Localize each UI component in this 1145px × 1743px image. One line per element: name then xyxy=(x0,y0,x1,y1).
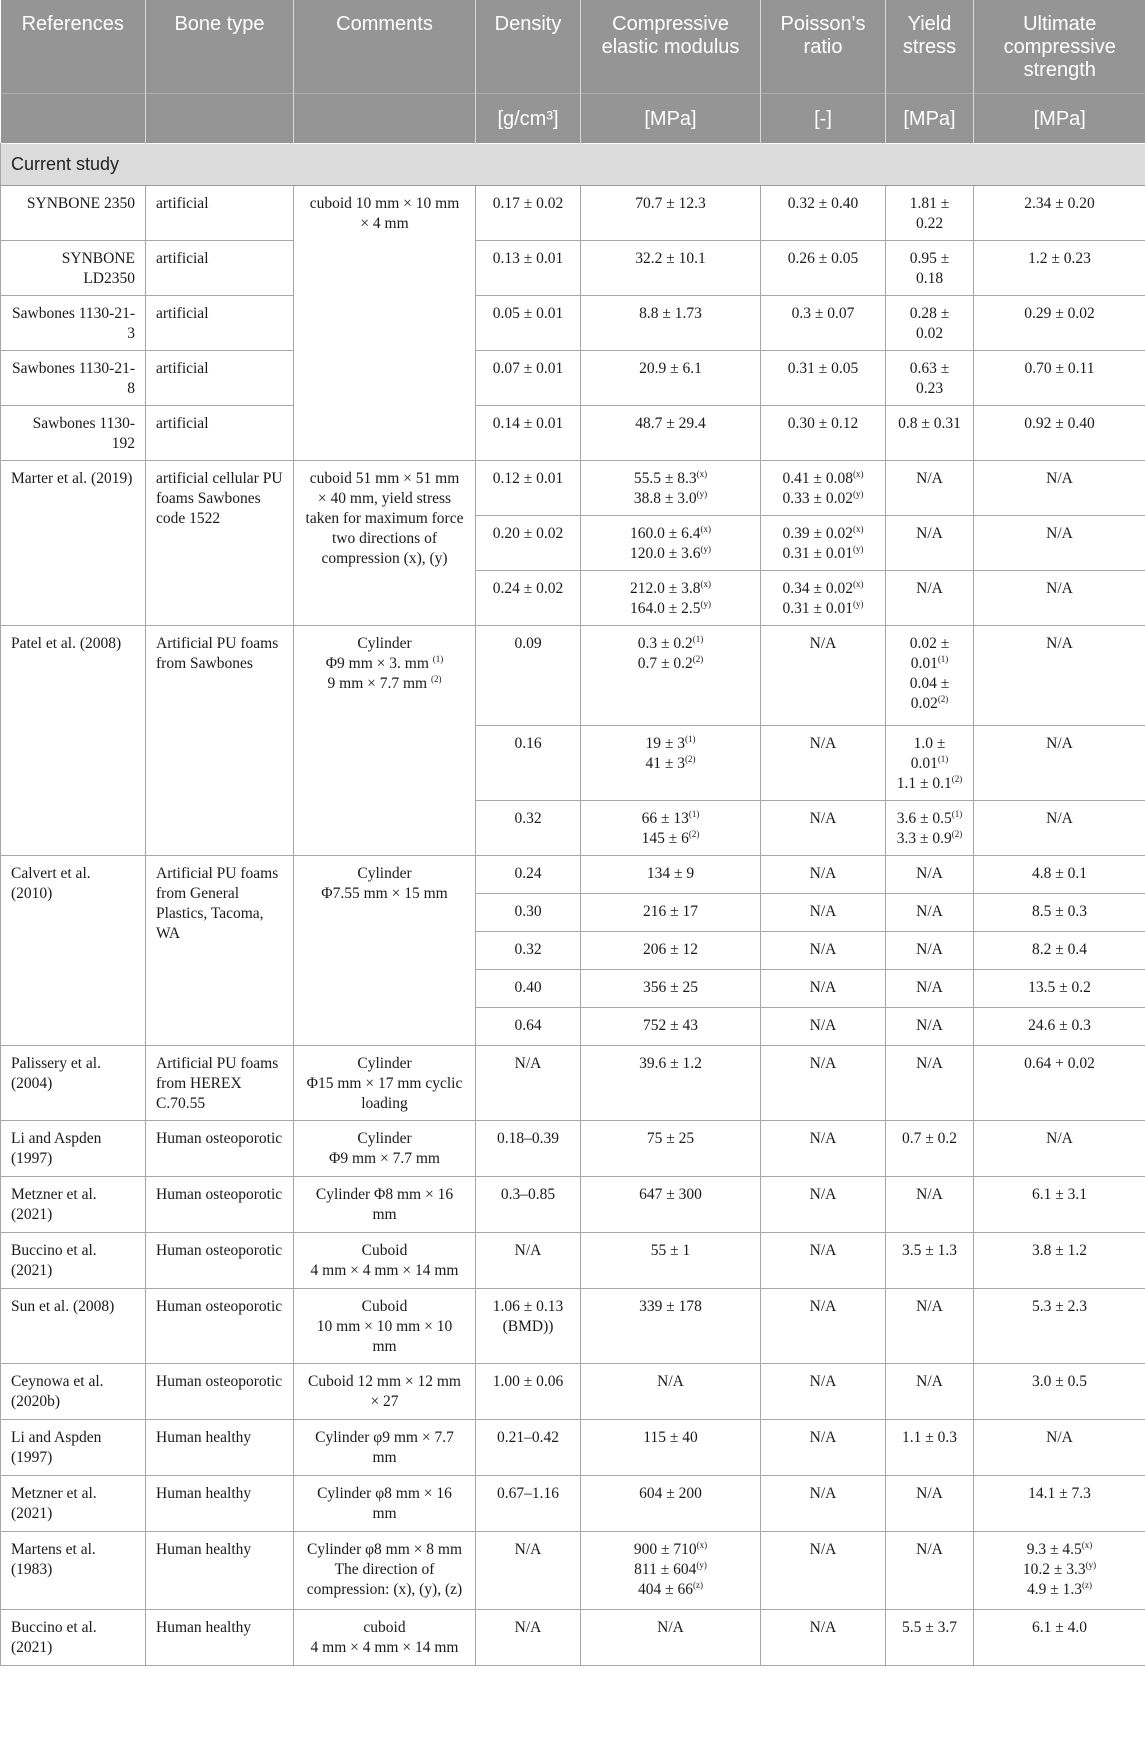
table-row xyxy=(1,241,1145,296)
cell-ucs: 0.29 ± 0.02 xyxy=(974,296,1145,351)
cell-bone: Human osteoporotic xyxy=(146,1289,294,1364)
cell-poisson: N/A xyxy=(761,1476,886,1532)
cell-bone: Human osteoporotic xyxy=(146,1121,294,1177)
cell-ucs: 5.3 ± 2.3 xyxy=(974,1289,1145,1364)
cell-density: 0.05 ± 0.01 xyxy=(476,296,581,351)
table-row xyxy=(1,186,1145,241)
cell-modulus: $160.0 \pm 6.4^{(x)}$ $120.0 \pm 3.6^{(y)}$ xyxy=(581,516,761,571)
cell-ucs: N/A xyxy=(974,1121,1145,1177)
cell-poisson: 0.32 ± 0.40 xyxy=(761,186,886,241)
cell-poisson: N/A xyxy=(761,970,886,1008)
table-row xyxy=(1,461,1145,516)
section-label: Current study xyxy=(1,144,1145,186)
unit-ucs: [MPa] xyxy=(974,94,1145,144)
cell-modulus: 356 ± 25 xyxy=(581,970,761,1008)
cell-ref: Ceynowa et al. (2020b) xyxy=(1,1364,146,1420)
cell-ref: SYNBONE LD2350 xyxy=(1,241,146,296)
table-row xyxy=(1,296,1145,351)
header-comments: Comments xyxy=(294,0,476,94)
cell-ref: Marter et al. (2019) xyxy=(1,461,146,626)
cell-poisson: N/A xyxy=(761,1420,886,1476)
table-row xyxy=(1,1532,1145,1610)
cell-bone: Human healthy xyxy=(146,1476,294,1532)
cell-poisson: N/A xyxy=(761,1532,886,1610)
table-row xyxy=(1,626,1145,726)
cell-ucs: 2.34 ± 0.20 xyxy=(974,186,1145,241)
unit-poisson: [-] xyxy=(761,94,886,144)
cell-density: 0.24 ± 0.02 xyxy=(476,571,581,626)
cell-yield: N/A xyxy=(886,970,974,1008)
cell-bone: artificial xyxy=(146,186,294,241)
cell-ucs: 8.5 ± 0.3 xyxy=(974,894,1145,932)
cell-bone: Human osteoporotic xyxy=(146,1364,294,1420)
cell-ref: Metzner et al. (2021) xyxy=(1,1476,146,1532)
cell-density: 0.17 ± 0.02 xyxy=(476,186,581,241)
cell-modulus: 206 ± 12 xyxy=(581,932,761,970)
cell-ucs: 24.6 ± 0.3 xyxy=(974,1008,1145,1046)
cell-density: 0.14 ± 0.01 xyxy=(476,406,581,461)
cell-ucs: $9.3 \pm 4.5^{(x)}$ $10.2 \pm 3.3^{(y)}$ $4.9 \pm 1.3^{(z)}$ xyxy=(974,1532,1145,1610)
cell-yield: 0.8 ± 0.31 xyxy=(886,406,974,461)
cell-yield: 0.28 ± 0.02 xyxy=(886,296,974,351)
table-row xyxy=(1,1610,1145,1666)
cell-ucs: N/A xyxy=(974,571,1145,626)
cell-comments: Cuboid 12 mm × 12 mm × 27 xyxy=(294,1364,476,1420)
cell-density: 0.16 xyxy=(476,726,581,801)
cell-ucs: N/A xyxy=(974,726,1145,801)
cell-yield: 0.63 ± 0.23 xyxy=(886,351,974,406)
table-row xyxy=(1,856,1145,894)
cell-ucs: 0.64 + 0.02 xyxy=(974,1046,1145,1121)
cell-ref: Buccino et al. (2021) xyxy=(1,1610,146,1666)
unit-yield: [MPa] xyxy=(886,94,974,144)
cell-density: 1.00 ± 0.06 xyxy=(476,1364,581,1420)
cell-comments: Cylinder Φ9 mm × 7.7 mm xyxy=(294,1121,476,1177)
cell-ucs: 13.5 ± 0.2 xyxy=(974,970,1145,1008)
cell-density: 0.09 xyxy=(476,626,581,726)
unit-bone-type xyxy=(146,94,294,144)
cell-modulus: N/A xyxy=(581,1610,761,1666)
cell-modulus: $66 \pm 13^{(1)}$ $145 \pm 6^{(2)}$ xyxy=(581,801,761,856)
cell-poisson: 0.26 ± 0.05 xyxy=(761,241,886,296)
cell-density: 0.64 xyxy=(476,1008,581,1046)
cell-poisson: N/A xyxy=(761,894,886,932)
cell-modulus: 32.2 ± 10.1 xyxy=(581,241,761,296)
cell-modulus: 647 ± 300 xyxy=(581,1177,761,1233)
table-row xyxy=(1,1233,1145,1289)
table-row xyxy=(1,1476,1145,1532)
cell-ucs: 4.8 ± 0.1 xyxy=(974,856,1145,894)
cell-poisson: N/A xyxy=(761,1289,886,1364)
cell-yield: $1.0 \pm 0.01^{(1)}$ $1.1 \pm 0.1^{(2)}$ xyxy=(886,726,974,801)
cell-density: N/A xyxy=(476,1233,581,1289)
unit-references xyxy=(1,94,146,144)
cell-ref: Metzner et al. (2021) xyxy=(1,1177,146,1233)
cell-poisson: 0.3 ± 0.07 xyxy=(761,296,886,351)
cell-bone: Human osteoporotic xyxy=(146,1233,294,1289)
cell-density: N/A xyxy=(476,1046,581,1121)
header-ucs: Ultimate compressive strength xyxy=(974,0,1145,94)
cell-modulus: 48.7 ± 29.4 xyxy=(581,406,761,461)
cell-comments: Cuboid 4 mm × 4 mm × 14 mm xyxy=(294,1233,476,1289)
cell-modulus: 216 ± 17 xyxy=(581,894,761,932)
cell-poisson: N/A xyxy=(761,856,886,894)
cell-ucs: 3.8 ± 1.2 xyxy=(974,1233,1145,1289)
cell-poisson: $0.39 \pm 0.02^{(x)}$ $0.31 \pm 0.01^{(y)}$ xyxy=(761,516,886,571)
cell-ucs: 6.1 ± 3.1 xyxy=(974,1177,1145,1233)
cell-modulus: $212.0 \pm 3.8^{(x)}$ $164.0 \pm 2.5^{(y)}$ xyxy=(581,571,761,626)
cell-yield: N/A xyxy=(886,1008,974,1046)
cell-density: 1.06 ± 0.13 (BMD)) xyxy=(476,1289,581,1364)
cell-poisson: N/A xyxy=(761,801,886,856)
cell-modulus: 339 ± 178 xyxy=(581,1289,761,1364)
header-yield: Yield stress xyxy=(886,0,974,94)
cell-modulus: 8.8 ± 1.73 xyxy=(581,296,761,351)
cell-poisson: $0.41 \pm 0.08^{(x)}$ $0.33 \pm 0.02^{(y)}$ xyxy=(761,461,886,516)
cell-bone: artificial xyxy=(146,296,294,351)
cell-yield: 5.5 ± 3.7 xyxy=(886,1610,974,1666)
cell-poisson: N/A xyxy=(761,932,886,970)
cell-modulus: 55 ± 1 xyxy=(581,1233,761,1289)
unit-comments xyxy=(294,94,476,144)
cell-bone: Human healthy xyxy=(146,1532,294,1610)
cell-bone: Human osteoporotic xyxy=(146,1177,294,1233)
cell-yield: N/A xyxy=(886,1476,974,1532)
units-row xyxy=(1,94,1145,144)
cell-comments: Cuboid 10 mm × 10 mm × 10 mm xyxy=(294,1289,476,1364)
cell-yield: 0.7 ± 0.2 xyxy=(886,1121,974,1177)
table-row xyxy=(1,1420,1145,1476)
cell-density: 0.40 xyxy=(476,970,581,1008)
cell-density: 0.30 xyxy=(476,894,581,932)
cell-modulus: 20.9 ± 6.1 xyxy=(581,351,761,406)
cell-modulus: 752 ± 43 xyxy=(581,1008,761,1046)
cell-density: 0.12 ± 0.01 xyxy=(476,461,581,516)
cell-ucs: N/A xyxy=(974,801,1145,856)
cell-density: 0.07 ± 0.01 xyxy=(476,351,581,406)
cell-modulus: 39.6 ± 1.2 xyxy=(581,1046,761,1121)
cell-poisson: N/A xyxy=(761,1046,886,1121)
cell-ref: Calvert et al. (2010) xyxy=(1,856,146,1046)
cell-bone: Artificial PU foams from General Plastics, Tacoma, WA xyxy=(146,856,294,1046)
cell-poisson: N/A xyxy=(761,1233,886,1289)
cell-ref: Li and Aspden (1997) xyxy=(1,1420,146,1476)
cell-ref: Martens et al. (1983) xyxy=(1,1532,146,1610)
section-row xyxy=(1,144,1145,186)
table-row xyxy=(1,1364,1145,1420)
cell-yield: N/A xyxy=(886,1364,974,1420)
cell-ref: Palissery et al. (2004) xyxy=(1,1046,146,1121)
cell-density: 0.3–0.85 xyxy=(476,1177,581,1233)
cell-poisson: N/A xyxy=(761,1177,886,1233)
cell-modulus: N/A xyxy=(581,1364,761,1420)
cell-comments: Cylinder Φ15 mm × 17 mm cyclic loading xyxy=(294,1046,476,1121)
cell-poisson: 0.30 ± 0.12 xyxy=(761,406,886,461)
cell-comments: Cylinder φ9 mm × 7.7 mm xyxy=(294,1420,476,1476)
cell-ucs: N/A xyxy=(974,461,1145,516)
header-bone-type: Bone type xyxy=(146,0,294,94)
cell-comments: cuboid 10 mm × 10 mm × 4 mm xyxy=(294,186,476,461)
table-row xyxy=(1,406,1145,461)
cell-comments: Cylinder φ8 mm × 16 mm xyxy=(294,1476,476,1532)
cell-ucs: 14.1 ± 7.3 xyxy=(974,1476,1145,1532)
cell-yield: N/A xyxy=(886,1532,974,1610)
cell-comments: Cylinder φ8 mm × 8 mm The direction of compression: (x), (y), (z) xyxy=(294,1532,476,1610)
header-modulus: Compressive elastic modulus xyxy=(581,0,761,94)
cell-bone: Artificial PU foams from Sawbones xyxy=(146,626,294,856)
cell-modulus: $55.5 \pm 8.3^{(x)}$ $38.8 \pm 3.0^{(y)}$ xyxy=(581,461,761,516)
table-row xyxy=(1,351,1145,406)
cell-density: 0.21–0.42 xyxy=(476,1420,581,1476)
cell-modulus: 70.7 ± 12.3 xyxy=(581,186,761,241)
cell-comments: cuboid 51 mm × 51 mm × 40 mm, yield stress taken for maximum force two directions of compression (x), (y) xyxy=(294,461,476,626)
cell-yield: 1.81 ± 0.22 xyxy=(886,186,974,241)
cell-yield: $0.02 \pm 0.01^{(1)}$ $0.04 \pm 0.02^{(2)}$ xyxy=(886,626,974,726)
cell-density: 0.32 xyxy=(476,932,581,970)
cell-ref: Buccino et al. (2021) xyxy=(1,1233,146,1289)
cell-poisson: N/A xyxy=(761,1610,886,1666)
cell-modulus: 75 ± 25 xyxy=(581,1121,761,1177)
cell-modulus: 134 ± 9 xyxy=(581,856,761,894)
cell-ref: Sawbones 1130-21-8 xyxy=(1,351,146,406)
cell-modulus: 604 ± 200 xyxy=(581,1476,761,1532)
cell-density: 0.32 xyxy=(476,801,581,856)
cell-yield: 3.5 ± 1.3 xyxy=(886,1233,974,1289)
cell-bone: artificial xyxy=(146,241,294,296)
cell-density: N/A xyxy=(476,1532,581,1610)
cell-ucs: 0.70 ± 0.11 xyxy=(974,351,1145,406)
cell-ucs: 8.2 ± 0.4 xyxy=(974,932,1145,970)
cell-yield: N/A xyxy=(886,1046,974,1121)
cell-bone: artificial cellular PU foams Sawbones code 1522 xyxy=(146,461,294,626)
cell-ucs: N/A xyxy=(974,516,1145,571)
header-density: Density xyxy=(476,0,581,94)
cell-ref: Sun et al. (2008) xyxy=(1,1289,146,1364)
cell-density: 0.67–1.16 xyxy=(476,1476,581,1532)
cell-yield: N/A xyxy=(886,461,974,516)
cell-ucs: N/A xyxy=(974,626,1145,726)
header-references: References xyxy=(1,0,146,94)
table-row xyxy=(1,1046,1145,1121)
cell-ucs: 1.2 ± 0.23 xyxy=(974,241,1145,296)
cell-poisson: N/A xyxy=(761,726,886,801)
cell-yield: N/A xyxy=(886,516,974,571)
cell-ref: Sawbones 1130-192 xyxy=(1,406,146,461)
cell-poisson: N/A xyxy=(761,1008,886,1046)
cell-density: 0.20 ± 0.02 xyxy=(476,516,581,571)
cell-modulus: 115 ± 40 xyxy=(581,1420,761,1476)
cell-poisson: N/A xyxy=(761,1121,886,1177)
cell-yield: 1.1 ± 0.3 xyxy=(886,1420,974,1476)
cell-bone: artificial xyxy=(146,406,294,461)
cell-bone: Human healthy xyxy=(146,1420,294,1476)
cell-ucs: 3.0 ± 0.5 xyxy=(974,1364,1145,1420)
cell-ref: SYNBONE 2350 xyxy=(1,186,146,241)
cell-comments: Cylinder Φ8 mm × 16 mm xyxy=(294,1177,476,1233)
unit-density: [g/cm³] xyxy=(476,94,581,144)
cell-bone: Artificial PU foams from HEREX C.70.55 xyxy=(146,1046,294,1121)
cell-poisson: 0.31 ± 0.05 xyxy=(761,351,886,406)
cell-density: 0.24 xyxy=(476,856,581,894)
header-row xyxy=(1,0,1145,94)
cell-modulus: $0.3 \pm 0.2^{(1)}$ $0.7 \pm 0.2^{(2)}$ xyxy=(581,626,761,726)
cell-ref: Li and Aspden (1997) xyxy=(1,1121,146,1177)
cell-yield: $3.6 \pm 0.5^{(1)}$ $3.3 \pm 0.9^{(2)}$ xyxy=(886,801,974,856)
cell-bone: artificial xyxy=(146,351,294,406)
cell-density: N/A xyxy=(476,1610,581,1666)
unit-modulus: [MPa] xyxy=(581,94,761,144)
cell-ref: Patel et al. (2008) xyxy=(1,626,146,856)
cell-density: 0.13 ± 0.01 xyxy=(476,241,581,296)
table-row xyxy=(1,1177,1145,1233)
cell-yield: N/A xyxy=(886,932,974,970)
cell-ref: Sawbones 1130-21-3 xyxy=(1,296,146,351)
cell-yield: N/A xyxy=(886,894,974,932)
cell-yield: N/A xyxy=(886,571,974,626)
cell-comments: Cylinder Φ7.55 mm × 15 mm xyxy=(294,856,476,1046)
cell-ucs: 0.92 ± 0.40 xyxy=(974,406,1145,461)
cell-comments: cuboid 4 mm × 4 mm × 14 mm xyxy=(294,1610,476,1666)
cell-poisson: N/A xyxy=(761,626,886,726)
cell-ucs: 6.1 ± 4.0 xyxy=(974,1610,1145,1666)
cell-density: 0.18–0.39 xyxy=(476,1121,581,1177)
table-row xyxy=(1,1121,1145,1177)
cell-yield: N/A xyxy=(886,1289,974,1364)
cell-poisson: $0.34 \pm 0.02^{(x)}$ $0.31 \pm 0.01^{(y)}$ xyxy=(761,571,886,626)
cell-bone: Human healthy xyxy=(146,1610,294,1666)
cell-modulus: $19 \pm 3^{(1)}$ $41 \pm 3^{(2)}$ xyxy=(581,726,761,801)
cell-ucs: N/A xyxy=(974,1420,1145,1476)
cell-yield: N/A xyxy=(886,1177,974,1233)
cell-modulus: $900 \pm 710^{(x)}$ $811 \pm 604^{(y)}$ $404 \pm 66^{(z)}$ xyxy=(581,1532,761,1610)
cell-comments: Cylinder Φ9 mm × 3. mm $^{(1)}$ 9 mm × 7.7 mm $^{(2)}$ xyxy=(294,626,476,856)
cell-yield: N/A xyxy=(886,856,974,894)
table-row xyxy=(1,1289,1145,1364)
header-poisson: Poisson's ratio xyxy=(761,0,886,94)
cell-poisson: N/A xyxy=(761,1364,886,1420)
cell-yield: 0.95 ± 0.18 xyxy=(886,241,974,296)
